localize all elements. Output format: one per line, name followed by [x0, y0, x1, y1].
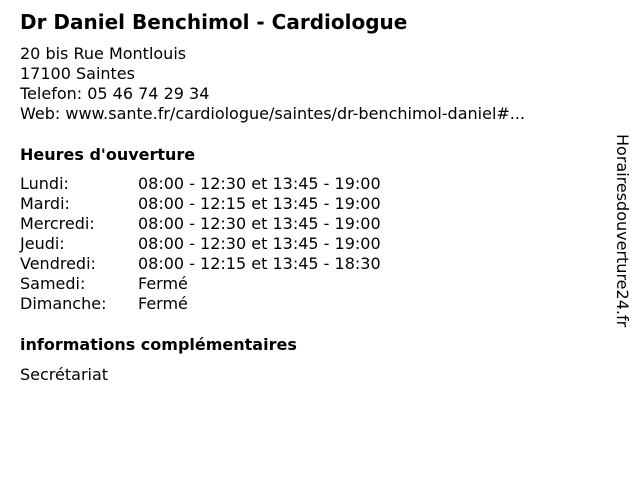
- hours-value: 08:00 - 12:30 et 13:45 - 19:00: [138, 234, 381, 253]
- day-label: Vendredi:: [20, 254, 96, 273]
- address-block: [20, 44, 525, 124]
- watermark-text: Horairesdouverture24.fr: [613, 134, 632, 328]
- street-address: 20 bis Rue Montlouis: [20, 44, 187, 63]
- day-label: Mardi:: [20, 194, 70, 213]
- day-label: Mercredi:: [20, 214, 95, 233]
- day-label: Lundi:: [20, 174, 69, 193]
- hours-value: 08:00 - 12:15 et 13:45 - 19:00: [138, 194, 381, 213]
- site-watermark: [612, 134, 632, 374]
- hours-value: Fermé: [138, 294, 188, 313]
- phone-number: Telefon: 05 46 74 29 34: [20, 84, 210, 103]
- additional-info-text: Secrétariat: [20, 365, 109, 384]
- hours-value: Fermé: [138, 274, 188, 293]
- hours-value: 08:00 - 12:15 et 13:45 - 18:30: [138, 254, 381, 273]
- website-link[interactable]: Web: www.sante.fr/cardiologue/saintes/dr-benchimol-daniel#...: [20, 104, 526, 123]
- city-postal: 17100 Saintes: [20, 64, 135, 83]
- day-label: Jeudi:: [20, 234, 65, 253]
- day-label: Dimanche:: [20, 294, 107, 313]
- day-label: Samedi:: [20, 274, 86, 293]
- additional-info-heading: informations complémentaires: [20, 335, 297, 354]
- page-title: Dr Daniel Benchimol - Cardiologue: [20, 10, 408, 34]
- hours-value: 08:00 - 12:30 et 13:45 - 19:00: [138, 174, 381, 193]
- opening-hours-heading: Heures d'ouverture: [20, 145, 196, 164]
- hours-value: 08:00 - 12:30 et 13:45 - 19:00: [138, 214, 381, 233]
